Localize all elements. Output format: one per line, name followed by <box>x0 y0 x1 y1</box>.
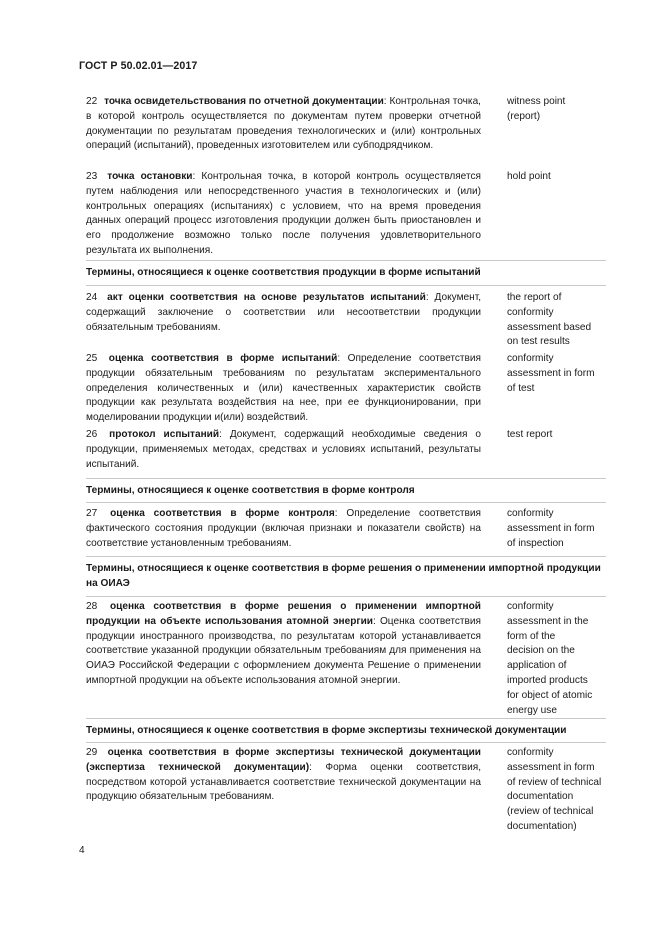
section-divider <box>86 556 606 557</box>
term-entry-22: 22 точка освидетельствования по отчетной документации: Контрольная точка, в которой контроль осуществляется по документам путем проверки отчетной документации по результатам проведения технологических и (или) контрольных операций (испытаний), проведенных изготовителем или субподрядчиком. <box>86 96 481 152</box>
term-entry-27: 27 оценка соответствия в форме контроля: Определение соответствия фактического состояния продукции (включая признаки и показатели свойств) на соответствие установленным требованиям. <box>86 508 482 549</box>
section-heading-tests: Термины, относящиеся к оценке соответствия продукции в форме испытаний <box>86 267 481 278</box>
section-divider <box>86 478 606 479</box>
section-heading-doc-review: Термины, относящиеся к оценке соответствия в форме экспертизы технической документации <box>86 725 567 736</box>
section-divider <box>86 596 606 597</box>
term-definition: Документ, содержащий необходимые сведения о продукции, применяемых методах, средствах и условиях испытаний, результаты испытаний. <box>86 429 481 470</box>
term-title: оценка соответствия в форме экспертизы технической документации (экспертиза технической документации) <box>86 747 481 773</box>
term-entry-25: 25 оценка соответствия в форме испытаний: Определение соответствия продукции обязательным требованиям по результатам экспериментального определения количественных и (или) качественных характеристик свойств продукции как результата воздействия на нее, при ее функционировании, при моделировании продукции и(или) воздействий. <box>86 353 481 424</box>
term-title: оценка соответствия в форме контроля <box>110 508 335 519</box>
term-english-28: conformity assessment in the form of the decision on the application of imported products for object of atomic energy use <box>507 601 593 716</box>
term-definition: Оценка соответствия продукции иностранного производства, по результатам которой устанавливается соответствие указанной продукции обязательным требованиям для применения на ОИАЭ Российской Федерации с оформлением документа Решение о применении импортной продукции на объекте использования атомной энергии. <box>86 615 481 686</box>
section-divider <box>86 742 606 743</box>
term-entry-23: 23 точка остановки: Контрольная точка, в которой контроль осуществляется путем наблюдения или непосредственного участия в технологических и (или) контрольных операциях (испытаниях) с условием, что на время проведения данных операций процесс изготовления продукции должен быть приостановлен и его продолжение возможно только после получения удовлетворительного результата их выполнения. <box>86 171 481 256</box>
term-english-23: hold point <box>507 171 551 182</box>
term-definition: Определение соответствия продукции обязательным требованиям по результатам экспериментального определения количественных и (или) качественных характеристик свойств продукции как результата воздействия на нее, при ее функционировании, при моделировании продукции и(или) воздействий. <box>86 353 481 424</box>
term-english-25: conformity assessment in form of test <box>507 353 595 394</box>
term-title: точка освидетельствования по отчетной документации <box>104 96 384 107</box>
term-entry-29: 29 оценка соответствия в форме экспертизы технической документации (экспертиза технической документации): Форма оценки соответствия, посредством которой устанавливается соответствие технической документации на продукцию обязательным требованиям. <box>86 747 482 803</box>
term-english-26: test report <box>507 429 553 440</box>
term-entry-24: 24 акт оценки соответствия на основе результатов испытаний: Документ, содержащий заключение о соответствии или несоответствии продукции обязательным требованиям. <box>86 292 482 333</box>
section-divider <box>86 718 606 719</box>
section-heading-inspection: Термины, относящиеся к оценке соответствия в форме контроля <box>86 485 415 496</box>
term-number: 26 <box>86 429 98 440</box>
term-english-24: the report of conformity assessment based on test results <box>507 292 592 348</box>
term-english-27: conformity assessment in form of inspection <box>507 508 595 549</box>
section-divider <box>86 502 606 503</box>
term-number: 24 <box>86 292 98 303</box>
term-number: 27 <box>86 508 98 519</box>
term-definition: Контрольная точка, в которой контроль осуществляется по документам путем проверки отчетной документации по результатам проведения технологических и (или) контрольных операций (испытаний), проведенных изготовителем или субподрядчиком. <box>86 96 481 152</box>
term-definition: Определение соответствия фактического состояния продукции (включая признаки и показатели свойств) на соответствие установленным требованиям. <box>86 508 482 549</box>
section-heading-import-decision: Термины, относящиеся к оценке соответствия в форме решения о применении импортной продукции на ОИАЭ <box>86 563 601 589</box>
term-title: оценка соответствия в форме решения о применении импортной продукции на объекте использования атомной энергии <box>86 601 481 627</box>
term-definition: Форма оценки соответствия, посредством которой устанавливается соответствие технической документации на продукцию обязательным требованиям. <box>86 761 482 803</box>
section-divider <box>86 285 606 286</box>
section-divider <box>86 260 606 261</box>
page-number: 4 <box>79 845 85 856</box>
term-title: оценка соответствия в форме испытаний <box>108 353 338 364</box>
term-title: протокол испытаний <box>109 429 220 440</box>
term-definition: Документ, содержащий заключение о соответствии или несоответствии продукции обязательным требованиям. <box>86 292 482 333</box>
term-number: 29 <box>86 747 98 758</box>
term-definition: Контрольная точка, в которой контроль осуществляется путем наблюдения или непосредственного участия в технологических и (или) контрольных операциях (испытаниях) с условием, что на время проведения данных операций процесс изготовления продукции должен быть приостановлен и его продолжение возможно только после получения удовлетворительного результата их выполнения. <box>86 171 481 256</box>
term-english-29: conformity assessment in form of review of technical documentation (review of technical documentation) <box>507 747 602 832</box>
document-header: ГОСТ Р 50.02.01—2017 <box>79 60 198 72</box>
term-title: акт оценки соответствия на основе результатов испытаний <box>107 292 426 303</box>
term-number: 28 <box>86 601 98 612</box>
term-entry-28: 28 оценка соответствия в форме решения о применении импортной продукции на объекте использования атомной энергии: Оценка соответствия продукции иностранного производства, по результатам которой устанавливается соответствие указанной продукции обязательным требованиям для применения на ОИАЭ Российской Федерации с оформлением документа Решение о применении импортной продукции на объекте использования атомной энергии. <box>86 601 481 686</box>
term-english-22: witness point (report) <box>507 96 566 122</box>
term-title: точка остановки <box>107 171 193 182</box>
term-number: 23 <box>86 171 98 182</box>
term-number: 25 <box>86 353 98 364</box>
term-number: 22 <box>86 96 98 107</box>
term-entry-26: 26 протокол испытаний: Документ, содержащий необходимые сведения о продукции, применяемых методах, средствах и условиях испытаний, результаты испытаний. <box>86 429 481 470</box>
